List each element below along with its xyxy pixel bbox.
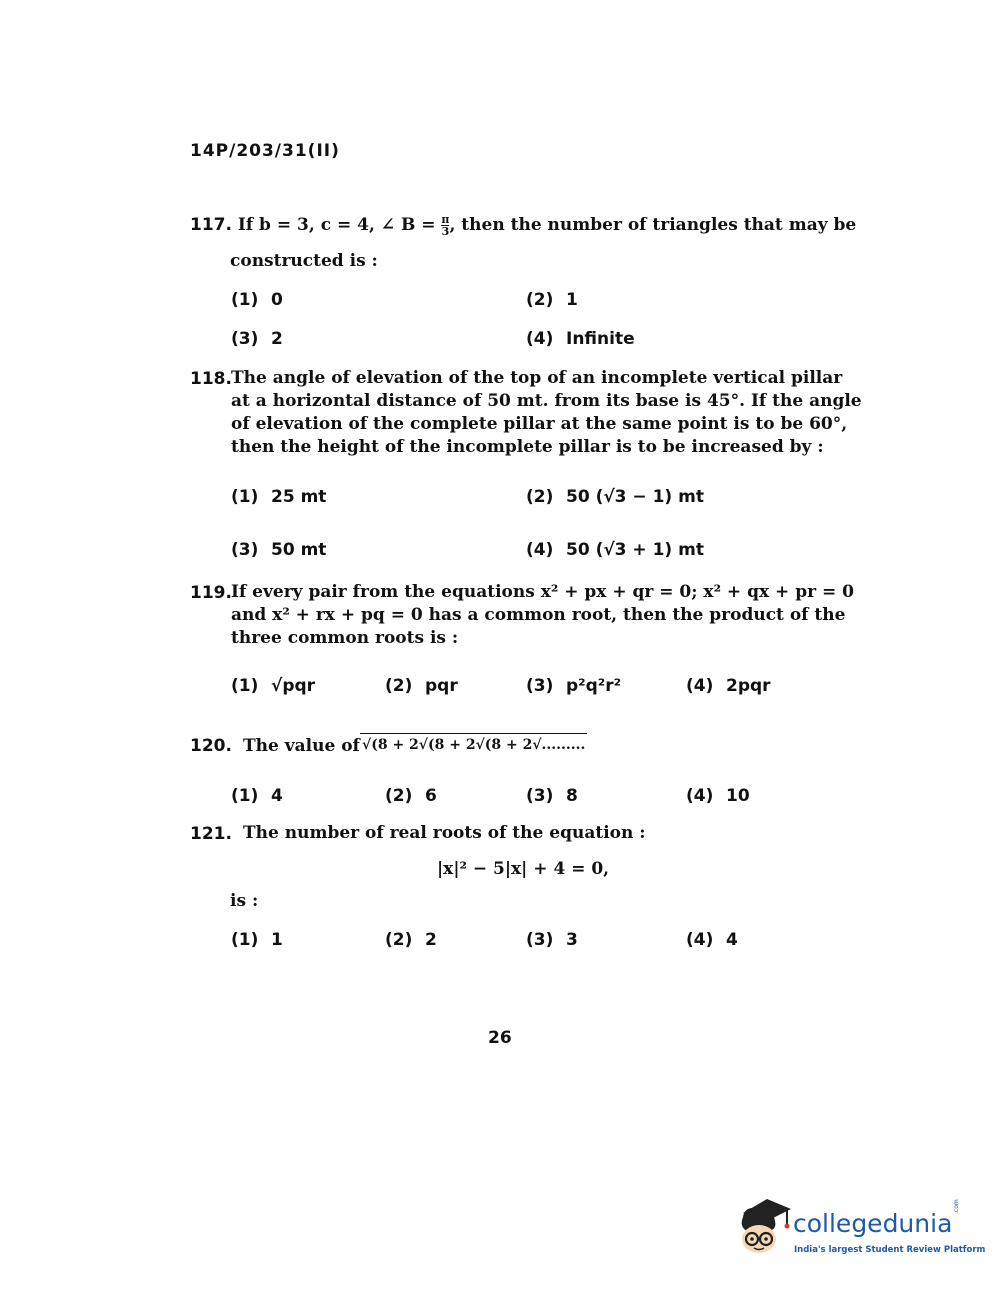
question-number: 120. [190, 736, 232, 756]
option-120-2: (2) 6 [385, 786, 437, 806]
question-121-equation: |x|² − 5|x| + 4 = 0, [437, 859, 610, 879]
logo-suffix: .com [953, 1199, 960, 1214]
question-119-line-3: three common roots is : [231, 628, 459, 648]
option-119-4: (4) 2pqr [686, 676, 771, 696]
option-118-2: (2) 50 (√3 − 1) mt [526, 487, 704, 507]
question-120-stem: The value of [243, 736, 360, 756]
option-119-3: (3) p²q²r² [526, 676, 622, 696]
option-117-1: (1) 0 [231, 290, 283, 310]
question-118-line-1: The angle of elevation of the top of an incomplete vertical pillar [231, 368, 843, 388]
question-119-line-2: and x² + rx + pq = 0 has a common root, then the product of the [231, 605, 846, 625]
page-number: 26 [488, 1028, 512, 1048]
option-117-4: (4) Infinite [526, 329, 635, 349]
option-119-1: (1) √pqr [231, 676, 316, 696]
question-118-line-3: of elevation of the complete pillar at the same point is to be 60°, [231, 414, 848, 434]
option-121-2: (2) 2 [385, 930, 437, 950]
option-117-2: (2) 1 [526, 290, 578, 310]
question-number: 121. [190, 824, 232, 844]
question-number: 117. [190, 215, 232, 235]
option-118-1: (1) 25 mt [231, 487, 327, 507]
option-121-4: (4) 4 [686, 930, 738, 950]
question-117-stem-continued: constructed is : [230, 251, 378, 271]
question-121-stem-end: is : [230, 891, 259, 911]
paper-code: 14P/203/31(II) [190, 141, 340, 161]
mascot-icon [735, 1195, 793, 1257]
logo-tagline: India's largest Student Review Platform [794, 1245, 986, 1255]
collegedunia-logo [735, 1195, 986, 1265]
question-number: 118. [190, 369, 232, 389]
option-117-3: (3) 2 [231, 329, 283, 349]
question-118-line-4: then the height of the incomplete pillar is to be increased by : [231, 437, 824, 457]
option-118-3: (3) 50 mt [231, 540, 327, 560]
nested-radical-expression: √(8 + 2√(8 + 2√(8 + 2√......... [360, 733, 587, 757]
option-118-4: (4) 50 (√3 + 1) mt [526, 540, 704, 560]
option-119-2: (2) pqr [385, 676, 458, 696]
option-120-1: (1) 4 [231, 786, 283, 806]
question-117-stem: 117. If b = 3, c = 4, ∠ B = $\frac{\pi}{3}$ , then the number of triangles that may be [190, 213, 857, 238]
option-121-3: (3) 3 [526, 930, 578, 950]
option-120-4: (4) 10 [686, 786, 750, 806]
option-120-3: (3) 8 [526, 786, 578, 806]
question-119-line-1: If every pair from the equations x² + px + qr = 0; x² + qx + pr = 0 [231, 582, 854, 602]
question-number: 119. [190, 583, 232, 603]
fraction: $\frac{\pi}{3}$ [441, 213, 450, 238]
option-121-1: (1) 1 [231, 930, 283, 950]
logo-wordmark: collegedunia [793, 1209, 953, 1238]
question-118-line-2: at a horizontal distance of 50 mt. from its base is 45°. If the angle [231, 391, 862, 411]
question-121-stem: The number of real roots of the equation : [243, 823, 646, 843]
